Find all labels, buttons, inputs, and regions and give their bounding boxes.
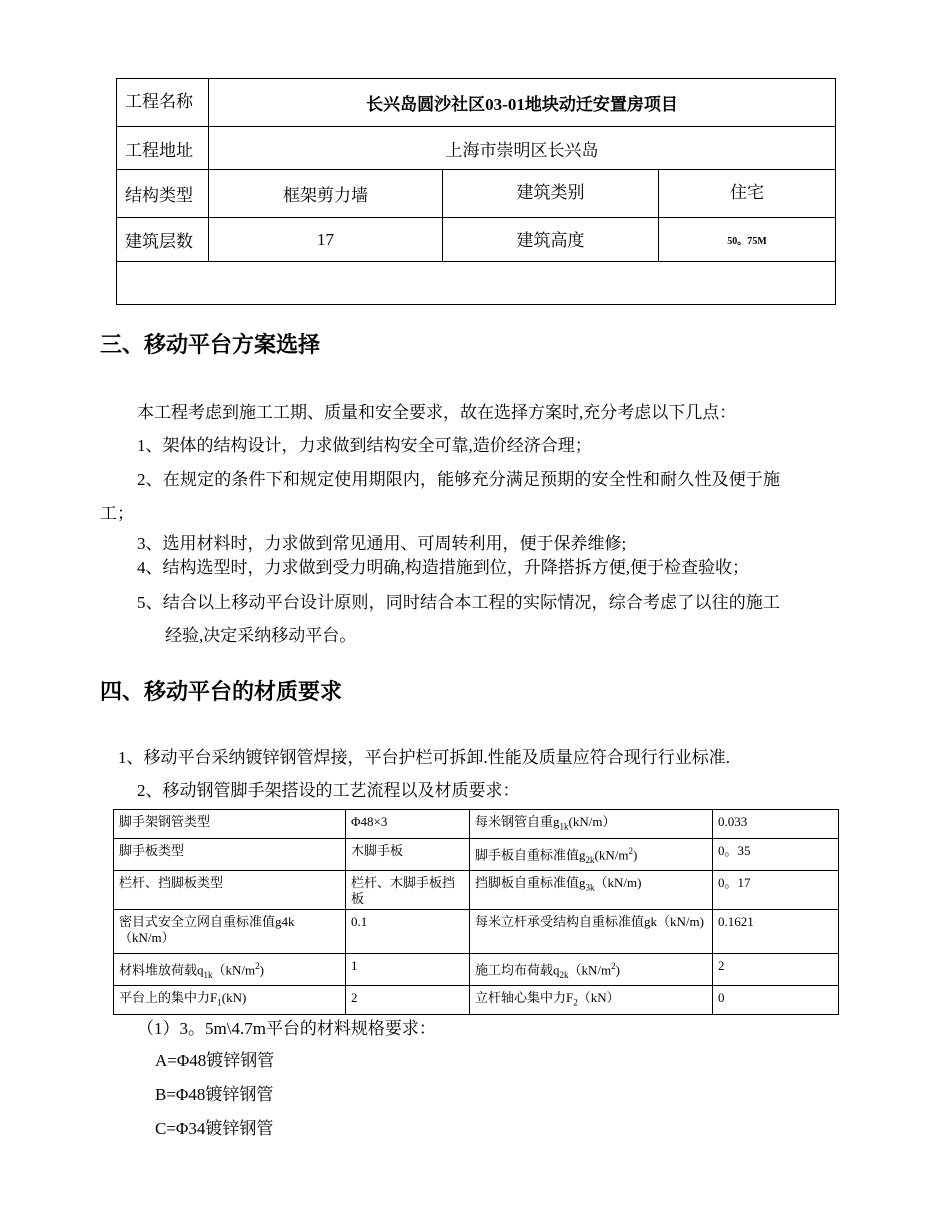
building-type-value: 住宅 (659, 170, 836, 218)
cell-pole-weight-value: 0.1621 (713, 909, 839, 953)
section3-intro: 本工程考虑到施工工期、质量和安全要求，故在选择方案时,充分考虑以下几点： (137, 403, 737, 422)
cell-pipe-weight-label: 每米钢管自重$g_{1k}(kN/m)$ (470, 810, 713, 839)
cell-net-weight-value: 0.1 (346, 909, 470, 953)
section4-item2: 2、移动钢管脚手架搭设的工艺流程以及材质要求： (137, 781, 520, 800)
building-type-label: 建筑类别 (443, 170, 659, 218)
spec-item-a: A=Φ48镀锌钢管 (155, 1051, 275, 1070)
cell-material-load-value: 1 (346, 953, 470, 985)
table-row (114, 839, 839, 871)
cell-construction-load-value: 2 (713, 953, 839, 985)
section3-item3: 3、选用材料时，力求做到常见通用、可周转利用，便于保养维修; (137, 534, 627, 553)
cell-platform-force-label: 平台上的集中力$F_1(kN)$ (114, 985, 346, 1014)
section3-item5-line1: 5、结合以上移动平台设计原则，同时结合本工程的实际情况，综合考虑了以往的施工 (137, 593, 781, 612)
project-info-table (116, 78, 836, 305)
material-table (113, 809, 839, 1015)
cell-railing-type-value: 栏杆、木脚手板挡板 (346, 870, 470, 909)
section3-item1: 1、架体的结构设计，力求做到结构安全可靠,造价经济合理； (137, 436, 592, 455)
section3-item5-line2: 经验,决定采纳移动平台。 (165, 626, 357, 645)
project-name-value: 长兴岛圆沙社区03-01地块动迁安置房项目 (209, 79, 836, 127)
cell-board-type-value: 木脚手板 (346, 839, 470, 871)
cell-platform-force-value: 2 (346, 985, 470, 1014)
section4-heading: 四、移动平台的材质要求 (100, 680, 343, 705)
cell-board-weight-label: 脚手板自重标准值$g_{2k}(kN/m^2)$ (470, 839, 713, 871)
spec-item-c: C=Φ34镀锌钢管 (155, 1119, 274, 1138)
building-height-label: 建筑高度 (443, 218, 659, 262)
project-address-value: 上海市崇明区长兴岛 (209, 127, 836, 170)
table-row (114, 953, 839, 985)
building-height-value: 50。75M (659, 218, 836, 262)
table-row (114, 870, 839, 909)
section3-item2-line2: 工； (100, 504, 134, 523)
cell-board-type-label: 脚手板类型 (114, 839, 346, 871)
cell-construction-load-label: 施工均布荷载$q_{2k}(kN/m^2)$ (470, 953, 713, 985)
cell-board-weight-value: 0。35 (713, 839, 839, 871)
cell-pole-force-value: 0 (713, 985, 839, 1014)
table-row (114, 909, 839, 953)
table-row (114, 985, 839, 1014)
empty-row (117, 262, 836, 305)
spec-item-b: B=Φ48镀锌钢管 (155, 1085, 274, 1104)
cell-material-load-label: 材料堆放荷载$q_{1k}(kN/m^2)$ (114, 953, 346, 985)
floors-value: 17 (209, 218, 443, 262)
cell-pipe-type-label: 脚手架钢管类型 (114, 810, 346, 839)
spec-title: （1）3。5m\4.7m平台的材料规格要求： (137, 1019, 436, 1038)
section3-item2-line1: 2、在规定的条件下和规定使用期限内，能够充分满足预期的安全性和耐久性及便于施 (137, 470, 781, 489)
section3-item4: 4、结构选型时，力求做到受力明确,构造措施到位，升降搭拆方便,便于检查验收； (137, 558, 749, 577)
structure-type-label: 结构类型 (117, 170, 209, 218)
section4-item1: 1、移动平台采纳镀锌钢管焊接，平台护栏可拆卸.性能及质量应符合现行行业标准. (118, 748, 730, 767)
table-row (114, 810, 839, 839)
cell-pipe-weight-value: 0.033 (713, 810, 839, 839)
cell-toeboard-weight-value: 0。17 (713, 870, 839, 909)
floors-label: 建筑层数 (117, 218, 209, 262)
cell-toeboard-weight-label: 挡脚板自重标准值$g_{3k}(kN/m)$ (470, 870, 713, 909)
cell-pipe-type-value: Φ48×3 (346, 810, 470, 839)
cell-railing-type-label: 栏杆、挡脚板类型 (114, 870, 346, 909)
project-name-label: 工程名称 (117, 79, 209, 127)
structure-type-value: 框架剪力墙 (209, 170, 443, 218)
cell-net-weight-label: 密目式安全立网自重标准值g4k（kN/m） (114, 909, 346, 953)
cell-pole-weight-label: 每米立杆承受结构自重标准值gk（kN/m) (470, 909, 713, 953)
project-address-label: 工程地址 (117, 127, 209, 170)
cell-pole-force-label: 立杆轴心集中力$F_2(kN)$ (470, 985, 713, 1014)
section3-heading: 三、移动平台方案选择 (100, 333, 321, 358)
